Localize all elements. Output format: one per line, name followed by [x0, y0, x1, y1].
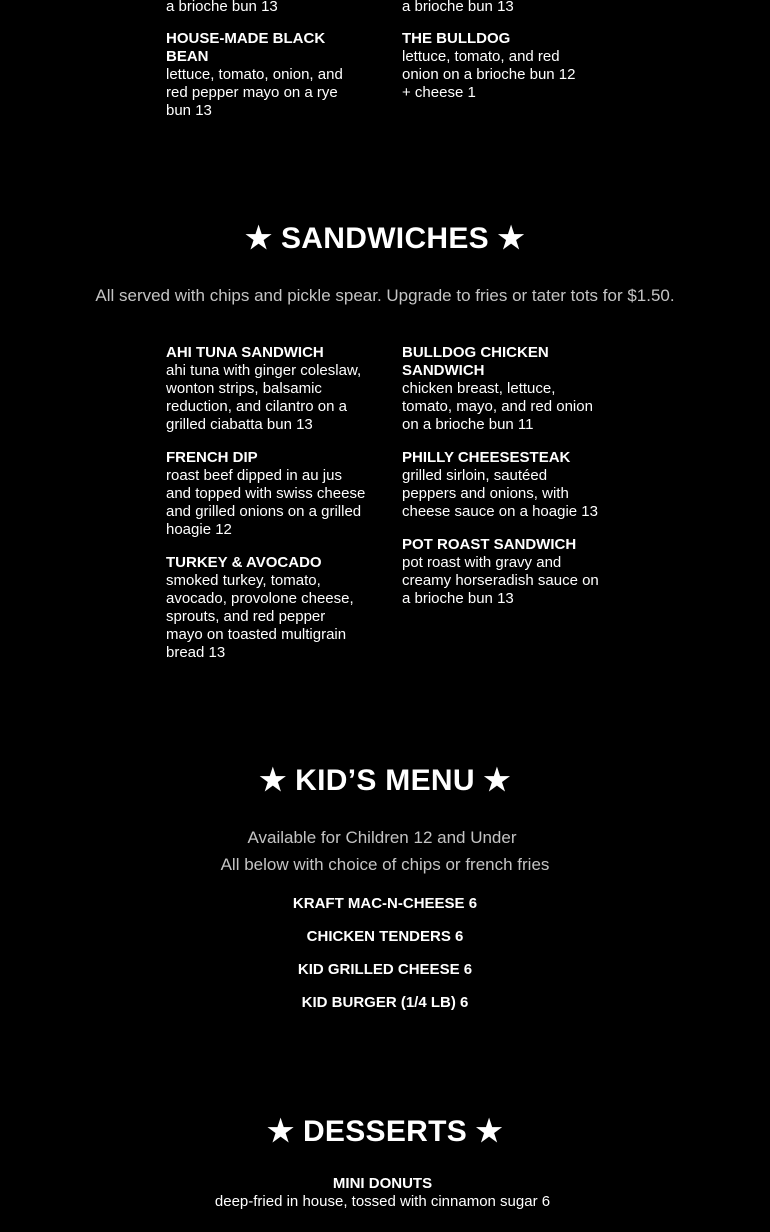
menu-item-bulldog-chicken [402, 344, 602, 434]
kid-menu-item: KID GRILLED CHEESE 6 [297, 961, 473, 978]
kid-menu-item: KID BURGER (1/4 LB) 6 [301, 994, 469, 1011]
menu-item-name: AHI TUNA SANDWICH [166, 344, 324, 361]
menu-item-name: PHILLY CHEESESTEAK [402, 449, 571, 466]
section-note: All served with chips and pickle spear. Upgrade to fries or tater tots for $1.50. [95, 286, 675, 305]
dessert-item-desc: deep-fried in house, tossed with cinnamon sugar 6 [214, 1193, 551, 1210]
menu-item-french-dip [166, 449, 366, 539]
menu-item-desc: chicken breast, lettuce, tomato, mayo, and red onion on a brioche bun 11 [402, 380, 593, 433]
dessert-item-name: MINI DONUTS [332, 1175, 433, 1192]
menu-item-pot-roast [402, 536, 602, 608]
menu-item-partial-left [166, 0, 366, 16]
section-title: ★ SANDWICHES ★ [245, 222, 525, 255]
menu-item-desc: lettuce, tomato, and red onion on a brioche bun 12 [402, 48, 576, 83]
section-title: ★ KID’S MENU ★ [259, 764, 511, 797]
section-title: ★ DESSERTS ★ [267, 1115, 503, 1148]
menu-item-name: BULLDOG CHICKEN SANDWICH [402, 344, 549, 379]
menu-item-desc: lettuce, tomato, onion, and red pepper mayo on a rye bun 13 [166, 66, 343, 119]
menu-item-desc: smoked turkey, tomato, avocado, provolone cheese, sprouts, and red pepper mayo on toasted multigrain bread 13 [166, 572, 354, 661]
menu-item-desc: roast beef dipped in au jus and topped with swiss cheese and grilled onions on a grilled hoagie 12 [166, 467, 366, 538]
menu-item-black-bean [166, 30, 356, 120]
kid-menu-item: CHICKEN TENDERS 6 [306, 928, 464, 945]
menu-item-name: FRENCH DIP [166, 449, 258, 466]
menu-item-desc: pot roast with gravy and creamy horseradish sauce on a brioche bun 13 [402, 554, 599, 607]
menu-item-name: HOUSE-MADE BLACK BEAN [166, 30, 326, 65]
menu-item-philly-cheesesteak [402, 449, 602, 521]
menu-item-name: TURKEY & AVOCADO [166, 554, 322, 571]
menu-item-addon: + cheese 1 [402, 84, 476, 101]
menu-item-partial-right [402, 0, 602, 16]
menu-item-ahi-tuna [166, 344, 366, 434]
section-note: All below with choice of chips or french fries [220, 855, 550, 874]
kid-menu-item: KRAFT MAC-N-CHEESE 6 [292, 895, 478, 912]
menu-item-desc: grilled sirloin, sautéed peppers and onions, with cheese sauce on a hoagie 13 [402, 467, 598, 520]
menu-item-desc: a brioche bun 13 [166, 0, 278, 15]
menu-item-name: THE BULLDOG [402, 30, 511, 47]
menu-item-turkey-avocado [166, 554, 366, 662]
menu-item-the-bulldog [402, 30, 587, 102]
menu-item-name: POT ROAST SANDWICH [402, 536, 577, 553]
menu-item-desc: ahi tuna with ginger coleslaw, wonton strips, balsamic reduction, and cilantro on a grilled ciabatta bun 13 [166, 362, 362, 433]
menu-item-desc: a brioche bun 13 [402, 0, 514, 15]
section-note: Available for Children 12 and Under [247, 828, 517, 847]
